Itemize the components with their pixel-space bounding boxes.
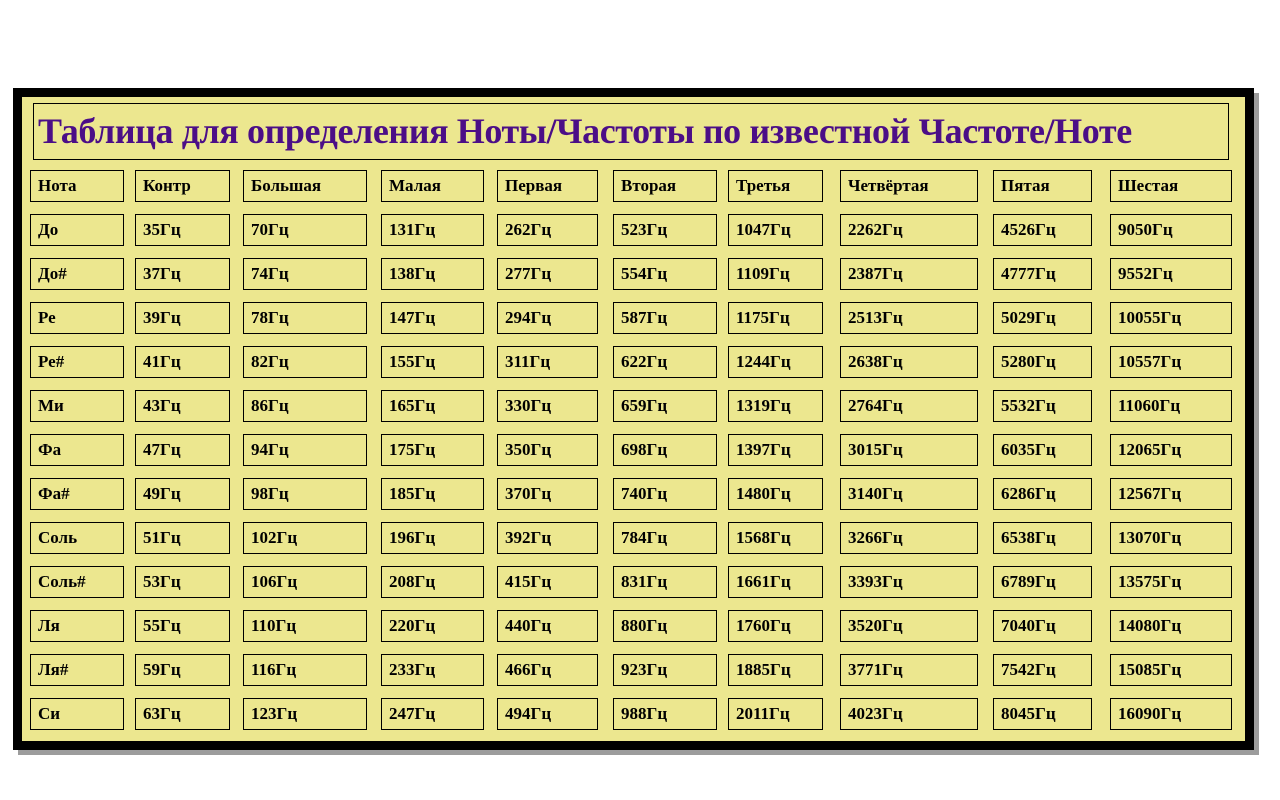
frequency-cell: 350Гц [497,434,598,466]
frequency-cell: 11060Гц [1110,390,1232,422]
page-title-text: Таблица для определения Ноты/Частоты по известной Частоте/Ноте [38,111,1132,151]
table-row [22,698,1245,730]
header-cell: Первая [497,170,598,202]
frequency-cell: 165Гц [381,390,484,422]
frequency-cell: 440Гц [497,610,598,642]
frequency-cell: 3520Гц [840,610,978,642]
frequency-cell: 4777Гц [993,258,1092,290]
frequency-cell: 53Гц [135,566,230,598]
frequency-cell: 102Гц [243,522,367,554]
header-cell: Четвёртая [840,170,978,202]
frequency-cell: 51Гц [135,522,230,554]
header-cell: Пятая [993,170,1092,202]
frequency-cell: 14080Гц [1110,610,1232,642]
frequency-cell: 2262Гц [840,214,978,246]
frequency-cell: 74Гц [243,258,367,290]
frequency-cell: 1175Гц [728,302,823,334]
frequency-cell: 494Гц [497,698,598,730]
header-cell: Третья [728,170,823,202]
frequency-cell: 4023Гц [840,698,978,730]
table-row [22,346,1245,378]
frequency-cell: 740Гц [613,478,717,510]
frequency-cell: 39Гц [135,302,230,334]
frequency-cell: 5280Гц [993,346,1092,378]
frequency-cell: 155Гц [381,346,484,378]
frequency-cell: 370Гц [497,478,598,510]
frequency-cell: 37Гц [135,258,230,290]
frequency-cell: 262Гц [497,214,598,246]
frequency-cell: 6538Гц [993,522,1092,554]
frequency-cell: 8045Гц [993,698,1092,730]
header-cell: Контр [135,170,230,202]
frequency-cell: 6286Гц [993,478,1092,510]
frequency-cell: 3266Гц [840,522,978,554]
frequency-cell: 311Гц [497,346,598,378]
frequency-cell: 1319Гц [728,390,823,422]
frequency-cell: 131Гц [381,214,484,246]
frequency-cell: 587Гц [613,302,717,334]
frequency-cell: 1760Гц [728,610,823,642]
frequency-cell: 247Гц [381,698,484,730]
frequency-cell: 5029Гц [993,302,1092,334]
header-cell: Вторая [613,170,717,202]
frequency-cell: 220Гц [381,610,484,642]
frequency-cell: 106Гц [243,566,367,598]
frequency-cell: 392Гц [497,522,598,554]
note-cell: Соль# [30,566,124,598]
frequency-cell: 233Гц [381,654,484,686]
frequency-cell: 16090Гц [1110,698,1232,730]
frequency-cell: 123Гц [243,698,367,730]
frequency-cell: 12065Гц [1110,434,1232,466]
note-cell: Ре# [30,346,124,378]
frequency-cell: 3393Гц [840,566,978,598]
frequency-cell: 2764Гц [840,390,978,422]
frequency-cell: 1480Гц [728,478,823,510]
frequency-cell: 47Гц [135,434,230,466]
frequency-cell: 70Гц [243,214,367,246]
frequency-cell: 175Гц [381,434,484,466]
frequency-cell: 98Гц [243,478,367,510]
frequency-cell: 523Гц [613,214,717,246]
table-row [22,258,1245,290]
table-row [22,390,1245,422]
note-cell: Соль [30,522,124,554]
frequency-cell: 2638Гц [840,346,978,378]
frequency-cell: 15085Гц [1110,654,1232,686]
header-row [22,170,1245,202]
frequency-cell: 622Гц [613,346,717,378]
frequency-cell: 6035Гц [993,434,1092,466]
header-cell: Шестая [1110,170,1232,202]
frequency-cell: 185Гц [381,478,484,510]
table-row [22,610,1245,642]
table-row [22,566,1245,598]
frequency-cell: 49Гц [135,478,230,510]
frequency-cell: 10557Гц [1110,346,1232,378]
note-cell: Си [30,698,124,730]
frequency-cell: 35Гц [135,214,230,246]
page-title [33,103,1229,160]
frequency-cell: 9050Гц [1110,214,1232,246]
table-row [22,302,1245,334]
frequency-cell: 466Гц [497,654,598,686]
frequency-cell: 13575Гц [1110,566,1232,598]
frequency-cell: 1244Гц [728,346,823,378]
frequency-cell: 277Гц [497,258,598,290]
frequency-cell: 1397Гц [728,434,823,466]
frequency-cell: 784Гц [613,522,717,554]
note-cell: Ля [30,610,124,642]
table-row [22,522,1245,554]
header-cell: Малая [381,170,484,202]
frequency-cell: 43Гц [135,390,230,422]
frequency-cell: 4526Гц [993,214,1092,246]
frequency-cell: 10055Гц [1110,302,1232,334]
note-cell: Фа [30,434,124,466]
frequency-cell: 116Гц [243,654,367,686]
frequency-cell: 1568Гц [728,522,823,554]
table-row [22,478,1245,510]
frequency-cell: 294Гц [497,302,598,334]
frequency-cell: 923Гц [613,654,717,686]
frequency-cell: 6789Гц [993,566,1092,598]
frequency-cell: 7542Гц [993,654,1092,686]
frequency-cell: 196Гц [381,522,484,554]
frequency-cell: 59Гц [135,654,230,686]
frequency-cell: 55Гц [135,610,230,642]
header-cell: Нота [30,170,124,202]
frequency-cell: 9552Гц [1110,258,1232,290]
frequency-cell: 2387Гц [840,258,978,290]
frequency-cell: 12567Гц [1110,478,1232,510]
frequency-cell: 1109Гц [728,258,823,290]
header-cell: Большая [243,170,367,202]
frequency-cell: 208Гц [381,566,484,598]
frequency-cell: 94Гц [243,434,367,466]
frequency-cell: 82Гц [243,346,367,378]
frequency-cell: 147Гц [381,302,484,334]
note-cell: Ре [30,302,124,334]
frequency-cell: 988Гц [613,698,717,730]
note-frequency-table [22,170,1245,730]
frequency-cell: 7040Гц [993,610,1092,642]
frequency-cell: 1661Гц [728,566,823,598]
frequency-cell: 1047Гц [728,214,823,246]
table-row [22,434,1245,466]
note-cell: До# [30,258,124,290]
frequency-cell: 2011Гц [728,698,823,730]
note-cell: До [30,214,124,246]
table-row [22,654,1245,686]
frequency-cell: 110Гц [243,610,367,642]
note-cell: Ля# [30,654,124,686]
frequency-cell: 3771Гц [840,654,978,686]
frequency-cell: 880Гц [613,610,717,642]
frequency-cell: 3140Гц [840,478,978,510]
frequency-cell: 63Гц [135,698,230,730]
frequency-cell: 41Гц [135,346,230,378]
frequency-cell: 415Гц [497,566,598,598]
frequency-table-panel [13,88,1254,750]
note-cell: Ми [30,390,124,422]
frequency-cell: 1885Гц [728,654,823,686]
frequency-cell: 554Гц [613,258,717,290]
frequency-cell: 5532Гц [993,390,1092,422]
frequency-cell: 138Гц [381,258,484,290]
frequency-cell: 2513Гц [840,302,978,334]
frequency-cell: 330Гц [497,390,598,422]
frequency-cell: 659Гц [613,390,717,422]
note-cell: Фа# [30,478,124,510]
table-row [22,214,1245,246]
frequency-cell: 698Гц [613,434,717,466]
frequency-cell: 78Гц [243,302,367,334]
frequency-cell: 86Гц [243,390,367,422]
frequency-cell: 831Гц [613,566,717,598]
frequency-cell: 13070Гц [1110,522,1232,554]
frequency-cell: 3015Гц [840,434,978,466]
